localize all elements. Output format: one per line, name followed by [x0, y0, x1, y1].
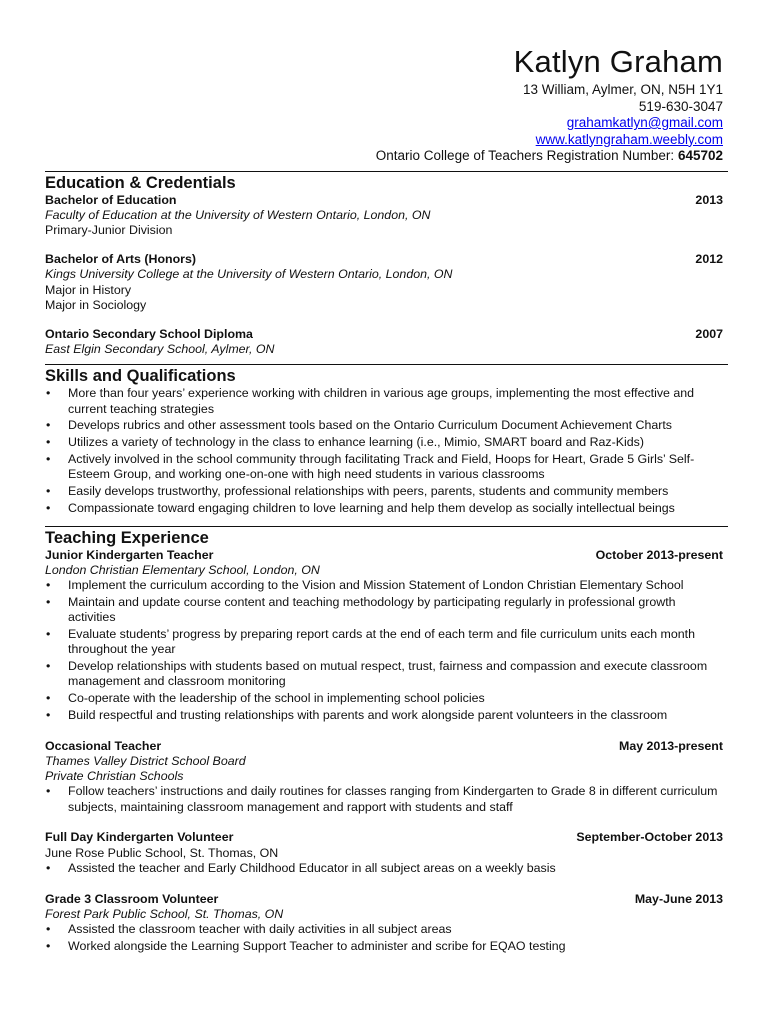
- education-entry: [45, 193, 723, 239]
- resume-page: [45, 44, 723, 956]
- registration-label: Ontario College of Teachers Registration Number:: [375, 148, 678, 163]
- experience-entry-header: [45, 892, 723, 907]
- degree-year: 2012: [695, 252, 723, 267]
- job-dates: September-October 2013: [576, 830, 723, 845]
- duty-item: • Implement the curriculum according to the Vision and Mission Statement of London Christian Elementary School: [45, 578, 723, 593]
- email-link[interactable]: grahamkatlyn@gmail.com: [566, 115, 723, 130]
- employer: London Christian Elementary School, London, ON: [45, 563, 320, 578]
- experience-list: [45, 548, 723, 954]
- section-divider: [45, 364, 728, 365]
- skill-item: • Utilizes a variety of technology in the class to enhance learning (i.e., Mimio, SMART board and Raz-Kids): [45, 435, 723, 450]
- employer: Thames Valley District School Board: [45, 753, 246, 768]
- education-list: [45, 193, 723, 358]
- entry-spacer: [45, 816, 723, 830]
- duties-list: [45, 861, 723, 876]
- skill-item: • Actively involved in the school community through facilitating Track and Field, Hoops for Heart, Grade 5 Girls’ Self-Esteem Group, and working one-on-one with high need students in various classrooms: [45, 452, 723, 482]
- degree-year: 2007: [695, 326, 723, 341]
- entry-spacer: [45, 313, 723, 327]
- education-entry-header: [45, 193, 723, 208]
- skill-item: • Compassionate toward engaging children to love learning and help them develop as socially intellectual beings: [45, 501, 723, 516]
- duty-item: • Evaluate students’ progress by preparing report cards at the end of each term and file curriculum units each month throughout the year: [45, 627, 723, 657]
- candidate-name: Katlyn Graham: [513, 44, 723, 79]
- section-divider: [45, 171, 728, 172]
- job-title: Occasional Teacher: [45, 738, 162, 753]
- job-dates: October 2013-present: [595, 547, 723, 562]
- duty-item: • Assisted the teacher and Early Childhood Educator in all subject areas on a weekly basis: [45, 861, 723, 876]
- education-detail: Major in Sociology: [45, 297, 147, 312]
- institution: East Elgin Secondary School, Aylmer, ON: [45, 342, 275, 357]
- degree-name: Ontario Secondary School Diploma: [45, 326, 253, 341]
- job-title: Grade 3 Classroom Volunteer: [45, 891, 219, 906]
- registration-number: 645702: [677, 148, 723, 163]
- skills-section-title: Skills and Qualifications: [45, 367, 236, 386]
- employer: June Rose Public School, St. Thomas, ON: [45, 845, 279, 860]
- skill-item: • Easily develops trustworthy, professional relationships with peers, parents, students and community members: [45, 484, 723, 499]
- education-entry: [45, 252, 723, 313]
- education-entry: [45, 327, 723, 357]
- phone: 519-630-3047: [638, 98, 723, 114]
- experience-entry-header: [45, 739, 723, 754]
- duty-item: • Build respectful and trusting relationships with parents and work alongside parent volunteers in the classroom: [45, 708, 723, 723]
- duties-list: [45, 578, 723, 723]
- duty-item: • Co-operate with the leadership of the school in implementing school policies: [45, 691, 723, 706]
- institution: Kings University College at the University of Western Ontario, London, ON: [45, 267, 453, 282]
- skill-item: • Develops rubrics and other assessment tools based on the Ontario Curriculum Document Achievement Charts: [45, 418, 723, 433]
- entry-spacer: [45, 238, 723, 252]
- skill-item: • More than four years’ experience working with children in various age groups, implementing the most effective and current teaching strategies: [45, 386, 723, 416]
- address: 13 William, Aylmer, ON, N5H 1Y1: [522, 82, 723, 97]
- education-section-title: Education & Credentials: [45, 173, 236, 192]
- job-title: Junior Kindergarten Teacher: [45, 547, 214, 562]
- degree-year: 2013: [695, 192, 723, 207]
- job-dates: May-June 2013: [634, 891, 723, 906]
- duty-item: • Develop relationships with students based on mutual respect, trust, fairness and compassion and execute classroom management and classroom monitoring: [45, 659, 723, 689]
- duty-item: • Follow teachers’ instructions and daily routines for classes ranging from Kindergarten to Grade 8 in different curriculum subjects, maintaining classroom management and rapport with students and staff: [45, 784, 723, 814]
- education-detail: Major in History: [45, 282, 132, 297]
- skills-list: [45, 386, 723, 516]
- institution: Faculty of Education at the University of Western Ontario, London, ON: [45, 207, 431, 222]
- experience-entry-header: [45, 830, 723, 845]
- experience-entry: [45, 830, 723, 876]
- education-detail: Primary-Junior Division: [45, 222, 173, 237]
- employer: Forest Park Public School, St. Thomas, ON: [45, 906, 284, 921]
- experience-entry: [45, 892, 723, 954]
- entry-spacer: [45, 725, 723, 739]
- website-link[interactable]: www.katlyngraham.weebly.com: [535, 131, 723, 147]
- experience-section-title: Teaching Experience: [45, 528, 209, 547]
- job-title: Full Day Kindergarten Volunteer: [45, 830, 234, 845]
- entry-spacer: [45, 878, 723, 892]
- employer: Private Christian Schools: [45, 769, 184, 784]
- degree-name: Bachelor of Education: [45, 192, 177, 207]
- duties-list: [45, 784, 723, 814]
- job-dates: May 2013-present: [619, 738, 723, 753]
- duty-item: • Assisted the classroom teacher with daily activities in all subject areas: [45, 922, 723, 937]
- registration-line: [45, 148, 723, 165]
- resume-header: [45, 44, 723, 165]
- education-entry-header: [45, 252, 723, 267]
- section-divider: [45, 526, 728, 527]
- education-entry-header: [45, 327, 723, 342]
- experience-entry: [45, 739, 723, 815]
- duty-item: • Worked alongside the Learning Support Teacher to administer and scribe for EQAO testing: [45, 939, 723, 954]
- duty-item: • Maintain and update course content and teaching methodology by participating regularly in professional growth activities: [45, 595, 723, 625]
- degree-name: Bachelor of Arts (Honors): [45, 252, 196, 267]
- experience-entry-header: [45, 548, 723, 563]
- duties-list: [45, 922, 723, 954]
- experience-entry: [45, 548, 723, 723]
